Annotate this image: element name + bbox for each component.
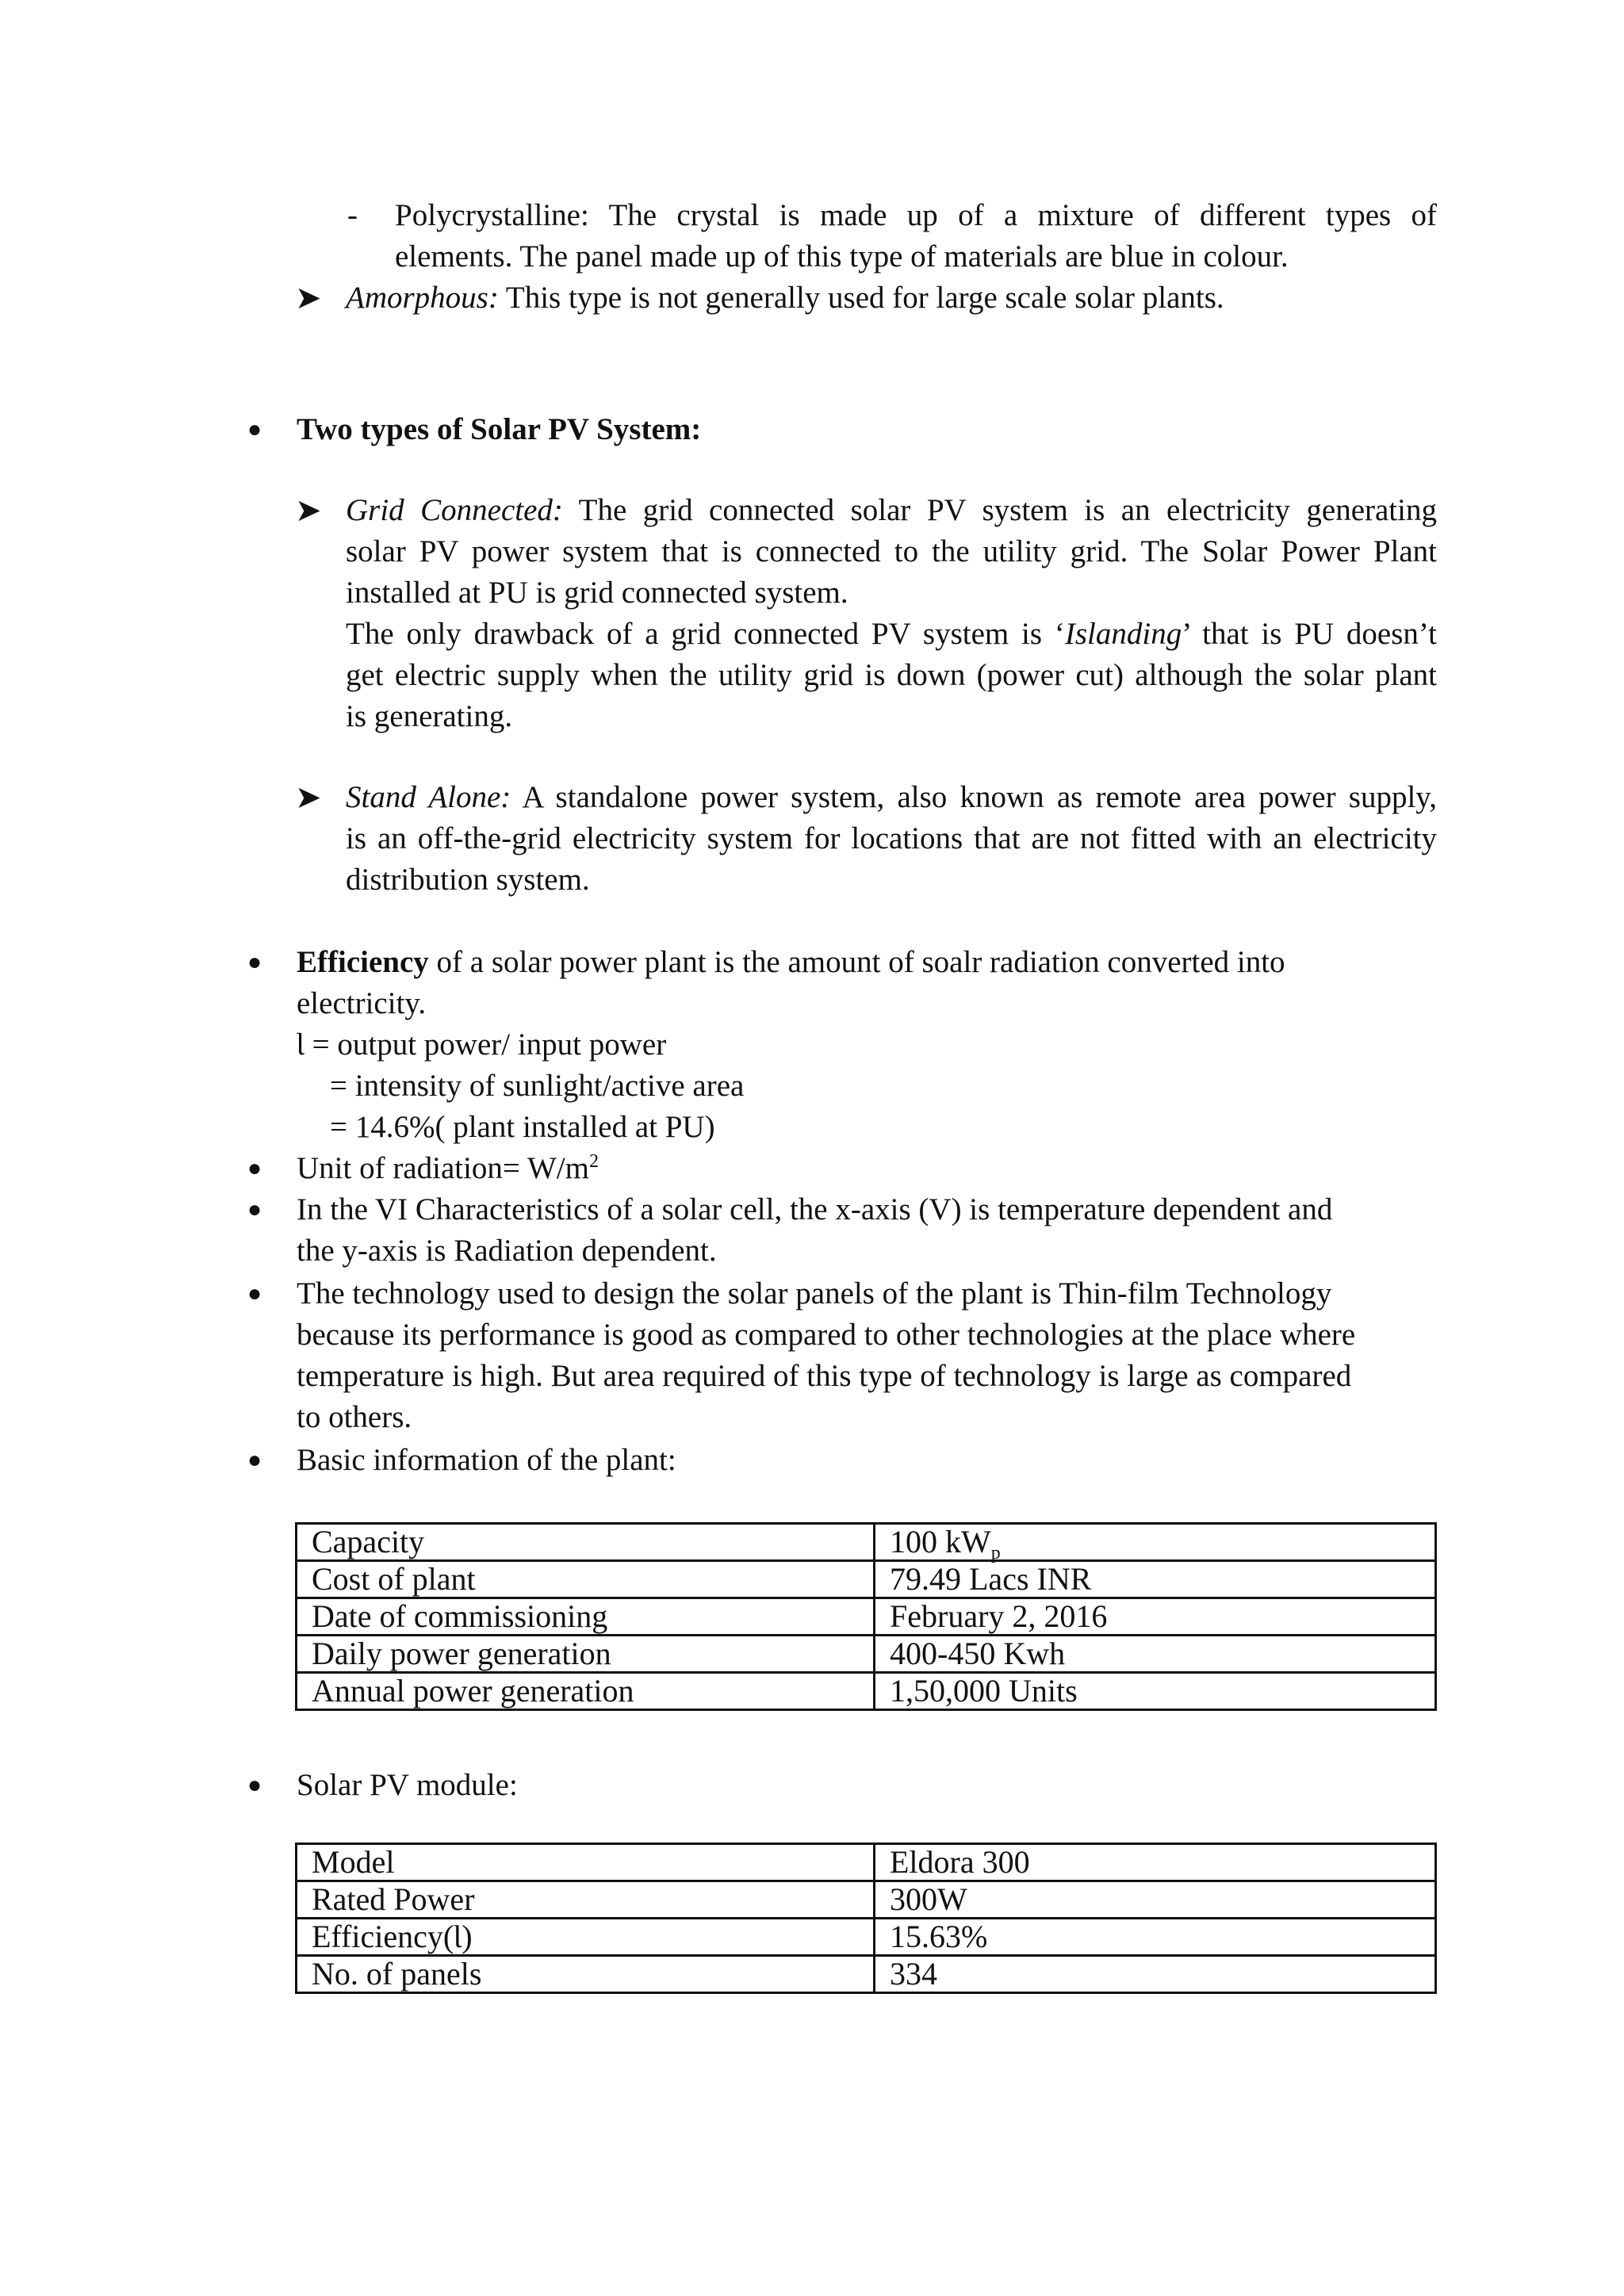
table-cell-value: 300W: [875, 1881, 1436, 1919]
table-row: [297, 1636, 1436, 1673]
capacity-value: 100 kW: [890, 1524, 991, 1559]
table-cell-value: February 2, 2016: [875, 1598, 1436, 1636]
pv-types-heading-text: Two types of Solar PV System:: [297, 412, 702, 446]
pv-module-table: [295, 1843, 1437, 1994]
bullet-icon: ●: [247, 416, 262, 442]
table-row: [297, 1844, 1436, 1881]
table-cell-value: 15.63%: [875, 1919, 1436, 1956]
efficiency-label: Efficiency: [297, 945, 429, 979]
stand-alone-line-3: distribution system.: [346, 863, 590, 897]
grid-connected-line-4: [346, 614, 1437, 655]
dash-marker: -: [347, 198, 358, 232]
efficiency-line-1: [297, 942, 1285, 983]
polycrystalline-label: Polycrystalline:: [395, 198, 589, 232]
table-row: [297, 1919, 1436, 1956]
efficiency-formula-3: = 14.6%( plant installed at PU): [330, 1110, 715, 1144]
grid-connected-line-3: installed at PU is grid connected system.: [346, 576, 848, 610]
table-row: [297, 1524, 1436, 1561]
grid-connected-text: The grid connected solar PV system is an electricity generating: [578, 493, 1437, 527]
table-cell-value: 400-450 Kwh: [875, 1636, 1436, 1673]
bullet-icon: ●: [247, 1447, 262, 1473]
table-cell-label: Cost of plant: [297, 1561, 875, 1598]
technology-line-3: temperature is high. But area required of this type of technology is large as compared: [297, 1359, 1352, 1393]
table-row: [297, 1956, 1436, 1993]
stand-alone-text: A standalone power system, also known as remote area power supply,: [522, 780, 1437, 814]
efficiency-line-2: electricity.: [297, 986, 427, 1020]
grid-connected-line-6: is generating.: [346, 699, 513, 733]
basic-info-label: Basic information of the plant:: [297, 1443, 676, 1477]
arrow-bullet-icon: ➤: [295, 280, 322, 316]
grid-connected-line-1: [346, 490, 1437, 531]
islanding-pre: The only drawback of a grid connected PV system is ‘: [346, 617, 1065, 651]
pv-types-heading: [297, 409, 701, 450]
radiation-unit-text: Unit of radiation= W/m: [297, 1151, 589, 1185]
table-cell-value: 79.49 Lacs INR: [875, 1561, 1436, 1598]
table-cell-label: Date of commissioning: [297, 1598, 875, 1636]
grid-connected-line-5: get electric supply when the utility grid is down (power cut) although the solar plant: [346, 658, 1437, 692]
stand-alone-line-2: is an off-the-grid electricity system for locations that are not fitted with an electricity: [346, 821, 1437, 855]
islanding-term: Islanding: [1064, 617, 1182, 651]
technology-line-1: The technology used to design the solar panels of the plant is Thin-film Technology: [297, 1276, 1332, 1311]
arrow-bullet-icon: ➤: [295, 492, 322, 528]
bullet-icon: ●: [247, 1196, 262, 1223]
amorphous-text: This type is not generally used for large scale solar plants.: [505, 281, 1224, 315]
plant-info-table: [295, 1522, 1437, 1711]
amorphous-line: [346, 277, 1224, 319]
table-row: [297, 1881, 1436, 1919]
bullet-icon: ●: [247, 1772, 262, 1798]
table-cell-value: Eldora 300: [875, 1844, 1436, 1881]
table-cell-value: 1,50,000 Units: [875, 1673, 1436, 1710]
efficiency-text: of a solar power plant is the amount of soalr radiation converted into: [436, 945, 1285, 979]
vi-line-1: In the VI Characteristics of a solar cell, the x-axis (V) is temperature dependent and: [297, 1192, 1333, 1226]
grid-connected-line-2: solar PV power system that is connected to the utility grid. The Solar Power Plant: [346, 534, 1437, 568]
polycrystalline-line-1: [395, 195, 1437, 236]
table-cell-value: [875, 1524, 1436, 1561]
table-cell-label: Model: [297, 1844, 875, 1881]
islanding-post: ’ that is PU doesn’t: [1182, 617, 1437, 651]
technology-line-2: because its performance is good as compared to other technologies at the place where: [297, 1318, 1356, 1352]
efficiency-formula-1: Ɩ = output power/ input power: [297, 1027, 667, 1062]
polycrystalline-line-2: elements. The panel made up of this type of materials are blue in colour.: [395, 239, 1289, 274]
bullet-icon: ●: [247, 1155, 262, 1181]
efficiency-formula-2: = intensity of sunlight/active area: [330, 1069, 745, 1103]
amorphous-label: Amorphous:: [346, 281, 499, 315]
table-cell-label: No. of panels: [297, 1956, 875, 1993]
radiation-unit-exponent: 2: [588, 1151, 599, 1172]
bullet-icon: ●: [247, 949, 262, 975]
vi-line-2: the y-axis is Radiation dependent.: [297, 1234, 717, 1268]
table-row: [297, 1561, 1436, 1598]
stand-alone-line-1: [346, 777, 1437, 818]
table-cell-value: 334: [875, 1956, 1436, 1993]
table-cell-label: Efficiency(Ɩ): [297, 1919, 875, 1956]
table-cell-label: Daily power generation: [297, 1636, 875, 1673]
module-label: Solar PV module:: [297, 1768, 518, 1802]
stand-alone-label: Stand Alone:: [346, 780, 511, 814]
capacity-subscript: p: [990, 1543, 1001, 1563]
table-row: [297, 1598, 1436, 1636]
table-cell-label: Capacity: [297, 1524, 875, 1561]
arrow-bullet-icon: ➤: [295, 779, 322, 815]
table-row: [297, 1673, 1436, 1710]
table-cell-label: Rated Power: [297, 1881, 875, 1919]
table-cell-label: Annual power generation: [297, 1673, 875, 1710]
polycrystalline-text: The crystal is made up of a mixture of different types of: [608, 198, 1437, 232]
bullet-icon: ●: [247, 1280, 262, 1307]
grid-connected-label: Grid Connected:: [346, 493, 563, 527]
technology-line-4: to others.: [297, 1400, 412, 1434]
radiation-unit-line: [297, 1148, 599, 1189]
